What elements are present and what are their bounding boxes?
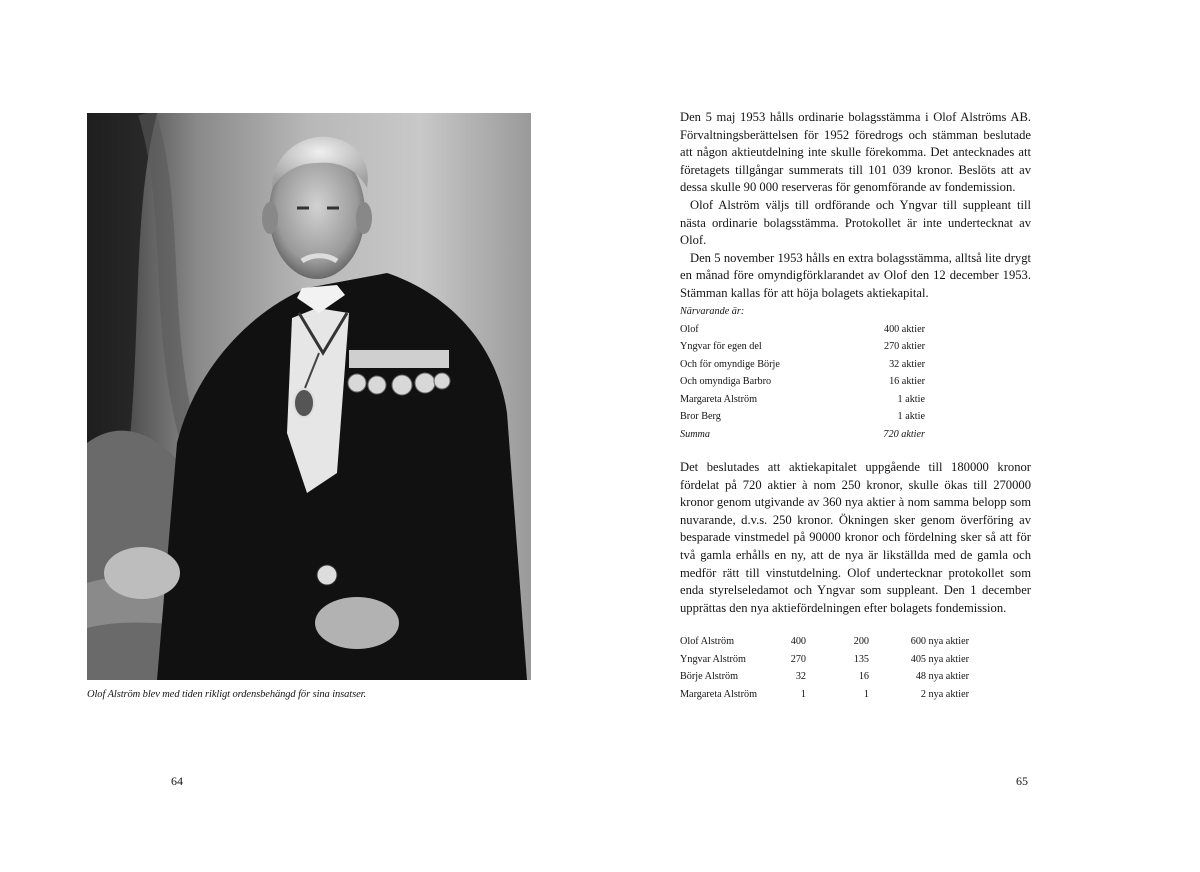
total-new-shares: 405 nya aktier [910,653,969,665]
attendance-row [680,410,925,428]
share-row [680,635,969,653]
old-shares: 1 [800,688,806,700]
share-distribution-table [680,635,969,705]
new-shares: 16 [858,671,869,682]
attendee-shares: 16 aktier [889,376,925,387]
old-shares: 32 [795,671,806,682]
attendance-total-row [680,428,925,446]
paragraph-4: Det beslutades att aktiekapitalet uppgående till 180000 kronor fördelat på 720 aktier à nom 250 kronor, skulle ökas till 270000 kronor genom utgivande av 360 nya aktier à nom samma belopp som nuvarande, d.v.s. 250 kronor. Ökningen sker genom överföring av besparade vinstmedel på 90000 kronor och fördelning sker så att för två gamla erhålls en ny, att de nya är likställda med de gamla och medför rätt till vinstutdelning. Olof undertecknar protokollet som enda styrelseledamot och Yngvar som suppleant. Den 1 december upprättas den nya aktiefördelningen efter bolagets fondemission. [680,460,1031,615]
attendee-name: Yngvar för egen del [680,341,762,352]
attendee-shares: 400 aktier [883,323,925,335]
old-shares: 400 [790,636,806,647]
attendee-name: Margareta Alström [680,393,758,405]
attendee-name: Och för omyndige Börje [680,358,780,370]
portrait-photo [87,113,531,680]
total-new-shares: 48 nya aktier [915,671,969,682]
old-shares: 270 [790,653,806,665]
attendance-table [680,305,925,445]
share-row [680,670,969,688]
body-text-top [680,109,1031,303]
attendance-row [680,323,925,341]
shareholder-name: Yngvar Alström [680,653,746,665]
attendee-shares: 1 aktie [897,393,925,405]
portrait-illustration [87,113,531,680]
shareholder-name: Olof Alström [680,636,735,647]
attendee-shares: 1 aktie [897,411,925,422]
attendance-heading: Närvarande är: [680,306,745,317]
attendee-shares: 32 aktier [889,358,925,370]
share-row [680,688,969,706]
shareholder-name: Margareta Alström [680,688,758,700]
attendance-row [680,358,925,376]
paragraph-3: Den 5 november 1953 hålls en extra bolagsstämma, alltså lite drygt en månad före omyndigförklarandet av Olof den 12 december 1953. Stämman kallas för att höja bolagets aktiekapital. [680,250,1031,300]
total-label: Summa [680,428,710,440]
attendee-name: Bror Berg [680,411,721,422]
share-row [680,653,969,671]
new-shares: 200 [853,636,869,647]
paragraph-1: Den 5 maj 1953 hålls ordinarie bolagsstämma i Olof Alströms AB. Förvaltningsberättelsen för 1952 föredrogs och stämman beslutade att någon aktieutdelning inte skulle förekomma. Det antecknades att företagets tillgångar summerats till 101 039 kronor. Beslöts att av dessa skulle 90 000 reserveras för genomförande av fondemission. [680,110,1031,195]
page-number-right: 65 [1016,774,1028,788]
new-shares: 135 [853,653,869,665]
attendance-row [680,375,925,393]
attendee-name: Olof [680,323,699,335]
attendee-name: Och omyndiga Barbro [680,376,772,387]
page-number-left: 64 [171,774,183,788]
paragraph-2: Olof Alström väljs till ordförande och Yngvar till suppleant till nästa ordinarie bolagsstämma. Protokollet är inte undertecknat av Olof. [680,197,1031,248]
total-new-shares: 600 nya aktier [910,636,969,647]
attendance-row [680,393,925,411]
photo-caption: Olof Alström blev med tiden rikligt ordensbehängd för sina insatser. [87,689,367,700]
attendance-row [680,340,925,358]
shareholder-name: Börje Alström [680,671,739,682]
attendee-shares: 270 aktier [883,341,925,352]
new-shares: 1 [863,688,869,700]
total-shares: 720 aktier [883,428,925,440]
total-new-shares: 2 nya aktier [920,688,969,700]
body-text-bottom [680,459,1031,617]
